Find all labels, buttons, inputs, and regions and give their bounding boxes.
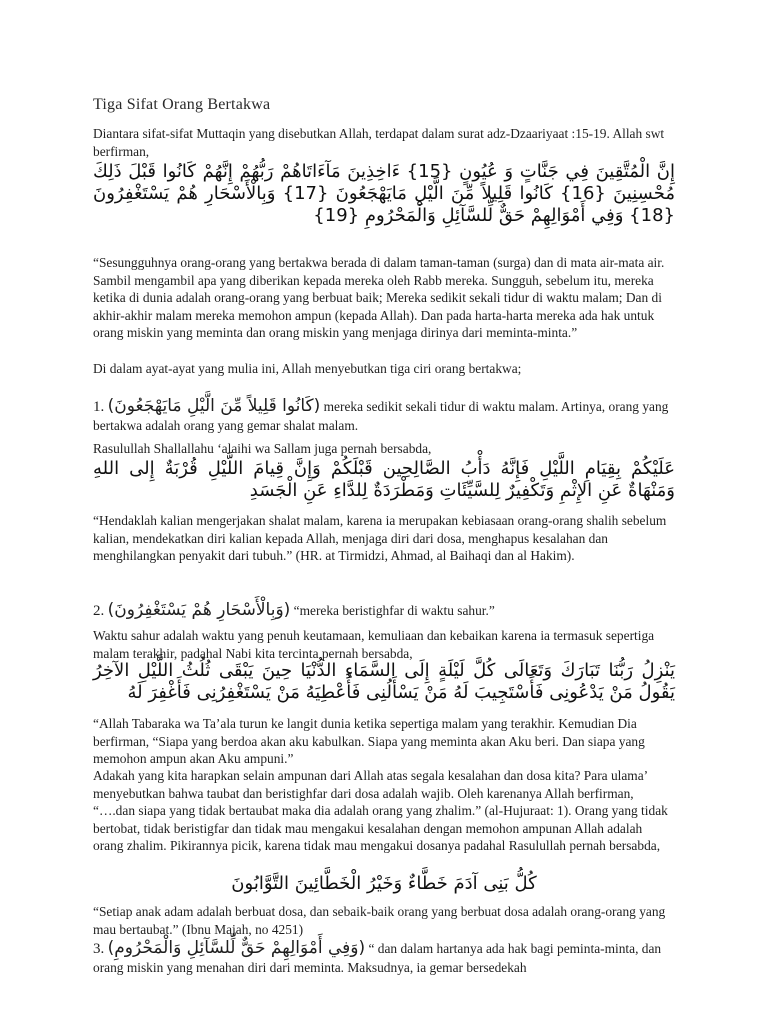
point-1-text: mereka sedikit sekali tidur di waktu malam. Artinya, orang yang bertakwa adalah orang yang gemar shalat malam. [93, 399, 669, 433]
point-1-number: 1. [93, 399, 105, 415]
point-3-arabic: (وَفِي أَمْوَالِهِمْ حَقٌّ لِّلسَّآئِلِ وَالْمَحْرُومِ) [107, 938, 366, 958]
point-2-paragraph [93, 602, 675, 621]
point-2-body: Waktu sahur adalah waktu yang penuh keutamaan, kemuliaan dan kebaikan karena ia termasuk sepertiga malam terakhir, padahal Nabi kita tercinta pernah bersabda, [93, 628, 655, 661]
point-1-hadith-translation: “Hendaklah kalian mengerjakan shalat malam, karena ia merupakan kebiasaan orang-orang shalih sebelum kalian, mendekatkan diri kalian kepada Allah, menjaga diri dari dosa, menghapus kesalahan dan menghilangkan penyakit dari tubuh.” (HR. at Tirmidzi, Ahmad, al Baihaqi dan al Hakim). [93, 513, 667, 563]
point-3-paragraph [93, 940, 675, 976]
point-2-hadith-arabic: يَنْزِلُ رَبُّنَا تَبَارَكَ وَتَعَالَى كُلَّ لَيْلَةٍ إِلَى السَّمَاءِ الدُّنْيَا حِينَ يَبْقَى ثُلُثُ اللَّيْلِ الآخِرُ يَقُولُ مَنْ يَدْعُونِى فَأَسْتَجِيبَ لَهُ مَنْ يَسْأَلُنِى فَأُعْطِيَهُ مَنْ يَسْتَغْفِرُنِى فَأَغْفِرَ لَهُ [93, 660, 675, 703]
point-2-hadith2-arabic: كُلُّ بَنِى آدَمَ خَطَّاءٌ وَخَيْرُ الْخَطَّائِينَ التَّوَّابُونَ [231, 873, 537, 894]
intro-paragraph: Diantara sifat-sifat Muttaqin yang disebutkan Allah, terdapat dalam surat adz-Dzaariyaat :15-19. Allah swt berfirman, [93, 126, 665, 159]
point-2-arabic: (وَبِالْأَسْحَارِ هُمْ يَسْتَغْفِرُونَ) [107, 600, 291, 620]
point-2-hadith2-translation: “Setiap anak adam adalah berbuat dosa, dan sebaik-baik orang yang berbuat dosa adalah orang-orang yang mau bertaubat.” (Ibnu Majah, no 4251) [93, 904, 666, 937]
point-1-arabic: (كَانُوا قَلِيلاً مِّنَ الَّيْلِ مَايَهْجَعُونَ) [107, 396, 321, 416]
point-1-paragraph [93, 398, 675, 434]
point-2-commentary: Adakah yang kita harapkan selain ampunan dari Allah atas segala kesalahan dan dosa kita? Para ulama’ menyebutkan bahwa taubat dan beristighfar dari dosa adalah wajib. Oleh karenanya Allah berfirman, “….dan siapa yang tidak bertaubat maka dia adalah orang yang zhalim.” (al-Hujuraat: 1). Orang yang tidak bertobat, tidak beristigfar dan tidak mau mengakui kesalahan dengan memohon ampunan Allah adalah orang zhalim. Pikirannya picik, karena tidak mau mengakui dosanya padahal Rasulullah pernah bersabda, [93, 768, 668, 853]
arabic-verse-main: إِنَّ الْمُتَّقِينَ فِي جَنَّاتٍ وَ عُيُونٍ {15} ءَاخِذِينَ مَآءَاتَاهُمْ رَبُّهُمْ إِنَّهُمْ كَانُوا قَبْلَ ذَلِكَ مُحْسِنِينَ {16} كَانُوا قَلِيلاً مِّنَ الَّيْلِ مَايَهْجَعُونَ {17} وَبِالْأَسْحَارِ هُمْ يَسْتَغْفِرُونَ {18} وَفِي أَمْوَالِهِمْ حَقٌّ لِّلسَّآئِلِ وَالْمَحْرُومِ {19} [93, 161, 676, 226]
translation-main: “Sesungguhnya orang-orang yang bertakwa berada di dalam taman-taman (surga) dan di mata air-mata air. Sambil mengambil apa yang diberikan kepada mereka oleh Rabb mereka. Sungguh, sebelum itu, mereka ketika di dunia adalah orang-orang yang berbuat baik; Mereka sedikit sekali tidur di waktu malam; Dan di akhir-akhir malam mereka memohon ampun (kepada Allah). Dan pada harta-harta mereka ada hak untuk orang miskin yang meminta dan orang miskin yang menjaga dirinya dari meminta-minta.” [93, 255, 665, 340]
point-2-hadith-translation: “Allah Tabaraka wa Ta’ala turun ke langit dunia ketika sepertiga malam yang terakhir. Kemudian Dia berfirman, “Siapa yang berdoa akan aku kabulkan. Siapa yang meminta akan Aku beri. Dan siapa yang memohon ampun akan Aku ampuni.” [93, 716, 645, 766]
point-3-number: 3. [93, 941, 105, 957]
three-traits-intro: Di dalam ayat-ayat yang mulia ini, Allah menyebutkan tiga ciri orang bertakwa; [93, 361, 522, 376]
point-3-text: “ dan dalam hartanya ada hak bagi peminta-minta, dan orang miskin yang menahan diri dari meminta. Maksudnya, ia gemar bersedekah [93, 941, 662, 975]
point-2-number: 2. [93, 603, 105, 619]
point-1-hadith-intro: Rasulullah Shallallahu ‘alaihi wa Sallam juga pernah bersabda, [93, 441, 432, 456]
page-title: Tiga Sifat Orang Bertakwa [93, 96, 271, 113]
point-2-text: “mereka beristighfar di waktu sahur.” [290, 603, 495, 618]
point-1-hadith-arabic: عَلَيْكُمْ بِقِيَامِ اللَّيْلِ فَإِنَّهُ دَأْبُ الصَّالِحِين قَبْلَكُمْ وَإِنَّ قِيامَ اللَّيْلِ قُرْبَةٌ إِلى اللهِ وَمَنْهَاةٌ عَنِ الإِثْمِ وَتَكْفِيرٌ لِلسَّيِّئَاتِ وَمَطْرَدَةٌ لِلدَّاءِ عَنِ الْجَسَدِ [93, 458, 675, 501]
